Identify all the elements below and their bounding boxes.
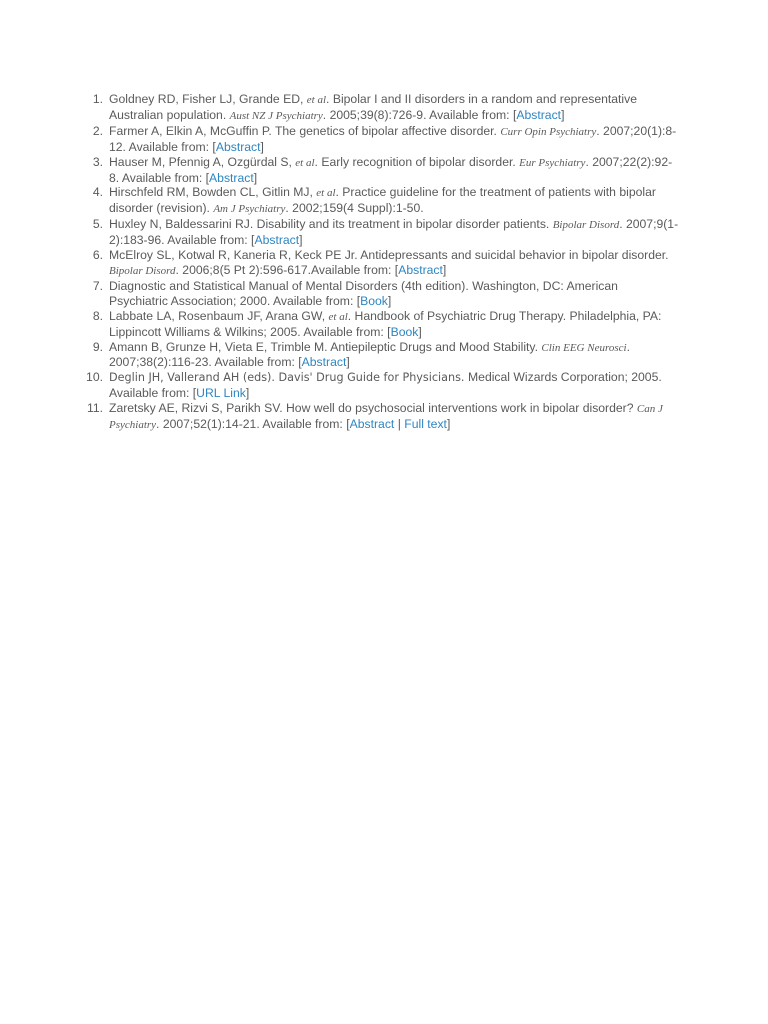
reference-authors: McElroy SL, Kotwal R, Kaneria R, Keck PE Jr. Antidepressants and suicidal behavior in bipolar disorder. — [109, 248, 669, 263]
journal-name: Curr Opin Psychiatry — [500, 125, 597, 138]
reference-title: . Early recognition of bipolar disorder. — [314, 154, 520, 169]
journal-name: Am J Psychiatry — [213, 203, 286, 216]
journal-name: Bipolar Disord — [109, 264, 176, 277]
abstract-link[interactable]: Abstract — [398, 262, 443, 277]
reference-item — [92, 123, 679, 155]
url-link[interactable]: URL Link — [196, 386, 246, 401]
reference-details: . 2007;22(2):92-8. Available from: [ — [109, 154, 673, 185]
reference-authors: Deglin JH, Vallerand AH (eds). Davis' Drug Guide for Physicians. — [109, 371, 469, 385]
reference-authors: Huxley N, Baldessarini RJ. Disability and its treatment in bipolar disorder patients. — [109, 217, 553, 232]
abstract-link[interactable]: Abstract — [301, 355, 347, 370]
journal-name: Bipolar Disord — [552, 219, 620, 232]
reference-item — [92, 92, 679, 124]
journal-name: Eur Psychiatry — [519, 156, 586, 169]
abstract-link[interactable]: Abstract — [215, 139, 261, 154]
reference-number: 2. — [92, 123, 103, 138]
bracket-close: ] — [561, 107, 565, 122]
abstract-link[interactable]: Abstract — [209, 170, 254, 185]
reference-number: 5. — [92, 217, 103, 232]
bracket-close: ] — [418, 324, 422, 339]
bracket-close: ] — [253, 170, 258, 185]
reference-authors: Labbate LA, Rosenbaum JF, Arana GW, — [109, 308, 329, 323]
reference-title: . Bipolar I and II disorders in a random and representative Australian population. — [109, 92, 638, 122]
bracket-close: ] — [299, 233, 303, 248]
reference-item — [92, 217, 679, 248]
reference-title: . Practice guideline for the treatment of patients with bipolar disorder (revision). — [109, 185, 656, 216]
reference-details: . 2007;38(2):116-23. Available from: [ — [109, 339, 630, 370]
reference-authors: Farmer A, Elkin A, McGuffin P. The genetics of bipolar affective disorder. — [109, 123, 501, 138]
bracket-close: ] — [442, 262, 447, 277]
abstract-link[interactable]: Abstract — [254, 233, 300, 248]
journal-name: Aust NZ J Psychiatry — [229, 109, 323, 122]
reference-details: Medical Wizards Corporation; 2005. Available from: [ — [109, 370, 662, 401]
reference-number: 7. — [92, 278, 103, 293]
et-al: et al — [306, 94, 327, 106]
abstract-link[interactable]: Abstract — [349, 417, 395, 432]
reference-list — [86, 92, 679, 433]
reference-authors: Goldney RD, Fisher LJ, Grande ED, — [109, 92, 307, 106]
book-link[interactable]: Book — [360, 293, 388, 308]
et-al: et al — [295, 156, 315, 169]
reference-item — [92, 185, 679, 217]
reference-details: . 2005;39(8):726-9. Available from: [ — [322, 107, 517, 122]
reference-authors: Hauser M, Pfennig A, Ozgürdal S, — [109, 154, 296, 169]
reference-item — [92, 308, 679, 340]
reference-item — [86, 370, 679, 401]
reference-details: . 2007;52(1):14-21. Available from: [ — [156, 417, 350, 432]
reference-details: . 2002;159(4 Suppl):1-50. — [285, 201, 424, 216]
reference-number: 8. — [92, 308, 103, 323]
reference-details: . 2006;8(5 Pt 2):596-617.Available from: [ — [175, 262, 399, 277]
journal-name: Can J Psychiatry — [109, 403, 663, 432]
reference-title: . Handbook of Psychiatric Drug Therapy. Philadelphia, PA: Lippincott Williams & Wilkins; 2005. Available from: [ — [109, 308, 662, 339]
reference-item — [92, 248, 679, 279]
reference-number: 10. — [86, 370, 103, 385]
bracket-close: ] — [387, 293, 392, 308]
reference-authors: Amann B, Grunze H, Vieta E, Trimble M. Antiepileptic Drugs and Mood Stability. — [109, 339, 542, 354]
et-al: et al — [316, 187, 336, 200]
bracket-close: ] — [446, 417, 451, 432]
reference-number: 4. — [92, 185, 103, 200]
reference-item — [92, 339, 679, 371]
reference-number: 3. — [92, 154, 103, 169]
bracket-close: ] — [245, 386, 250, 401]
reference-item — [86, 401, 679, 433]
reference-details: . 2007;9(1-2):183-96. Available from: [ — [109, 217, 679, 248]
journal-name: Clin EEG Neurosci — [541, 341, 627, 354]
reference-authors: Hirschfeld RM, Bowden CL, Gitlin MJ, — [109, 185, 317, 200]
et-al: et al — [328, 310, 348, 323]
reference-number: 11. — [86, 401, 103, 416]
reference-number: 9. — [92, 339, 103, 354]
reference-item — [92, 154, 679, 186]
full-text-link[interactable]: Full text — [404, 417, 447, 432]
bracket-close: ] — [260, 139, 264, 154]
bracket-close: ] — [346, 355, 350, 370]
reference-authors: Zaretsky AE, Rizvi S, Parikh SV. How well do psychosocial interventions work in bipolar disorder? — [109, 401, 637, 416]
book-link[interactable]: Book — [390, 324, 419, 339]
link-separator: | — [394, 417, 405, 432]
abstract-link[interactable]: Abstract — [516, 107, 562, 122]
reference-details: . 2007;20(1):8-12. Available from: [ — [109, 123, 677, 154]
reference-number: 1. — [92, 92, 103, 106]
reference-item — [92, 278, 679, 309]
reference-authors: Diagnostic and Statistical Manual of Mental Disorders (4th edition). Washington, DC: American Psychiatric Association; 2000. Available from: [ — [109, 278, 618, 308]
reference-number: 6. — [92, 248, 103, 263]
